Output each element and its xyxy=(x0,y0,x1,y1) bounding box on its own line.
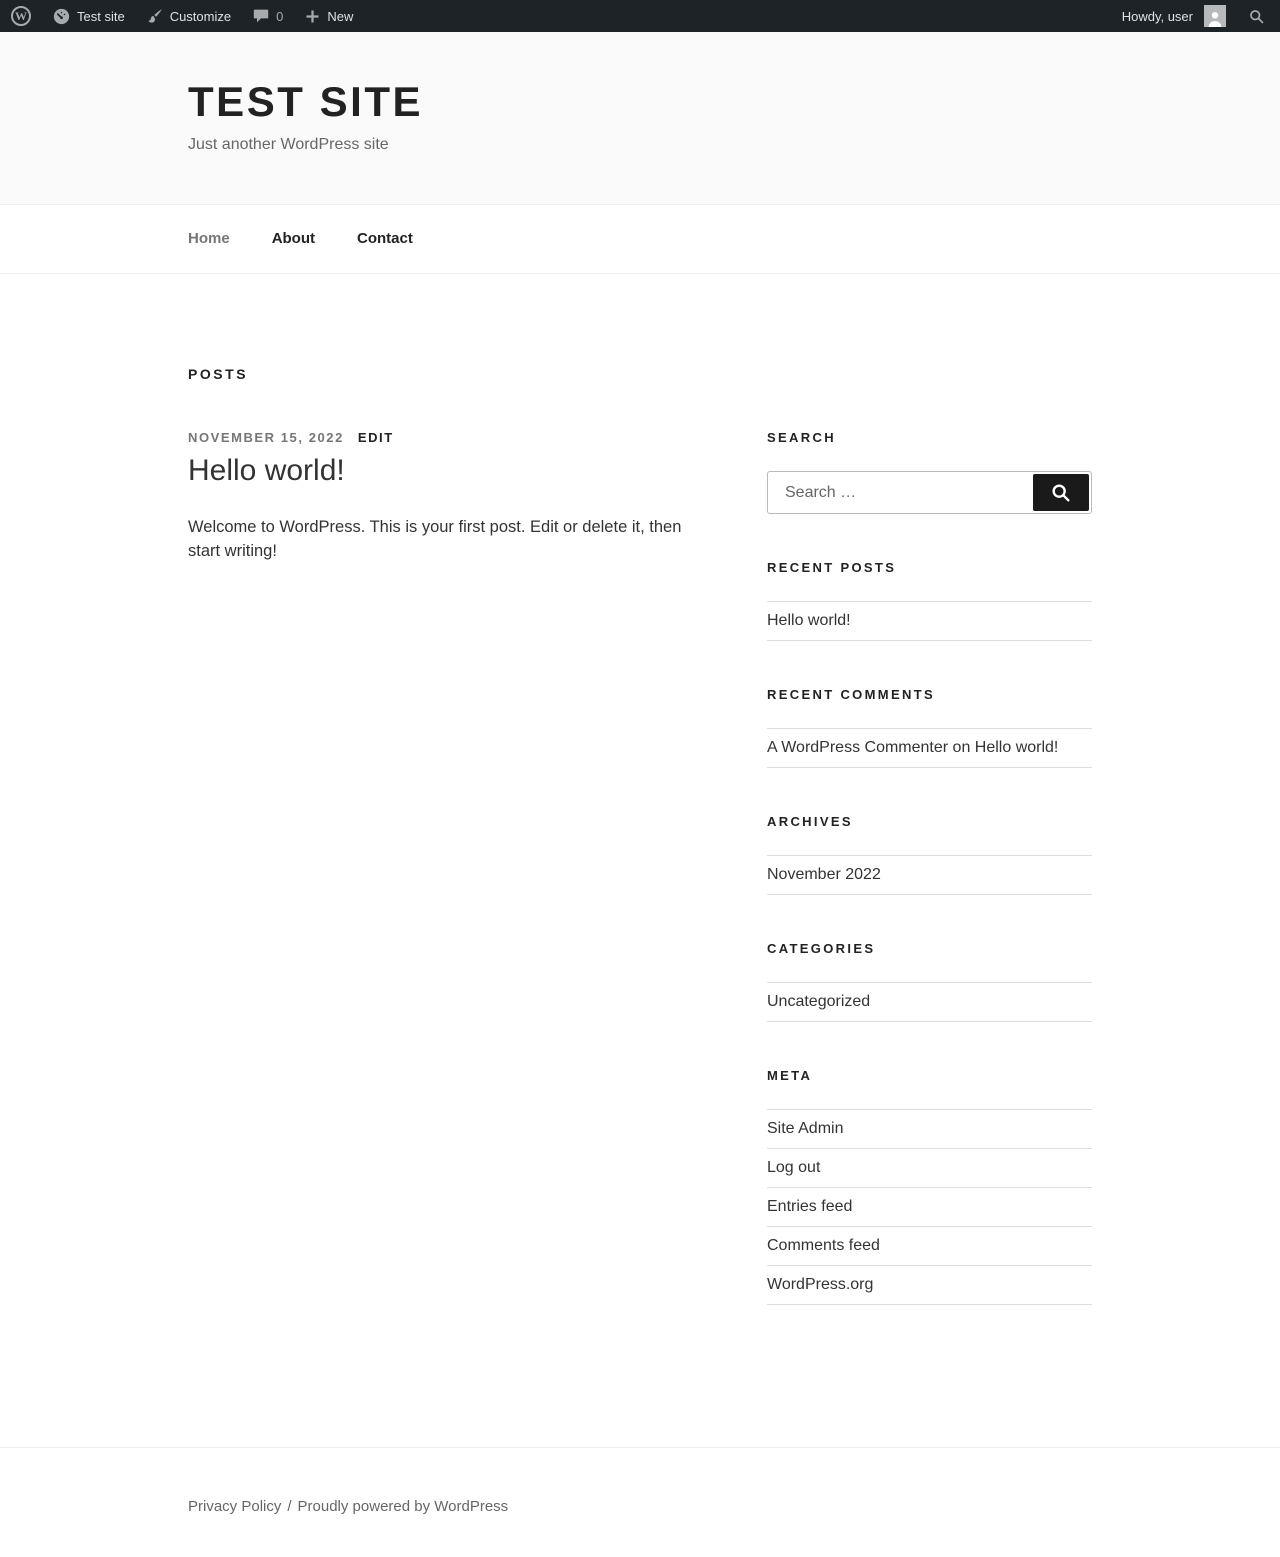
site-title[interactable]: TEST SITE xyxy=(188,78,424,125)
recent-posts-widget xyxy=(767,560,1092,641)
search-icon xyxy=(1248,8,1265,25)
archive-link[interactable]: November 2022 xyxy=(767,866,881,883)
entry-meta xyxy=(188,430,688,445)
recent-post-link[interactable]: Hello world! xyxy=(767,612,851,629)
log-out-link[interactable]: Log out xyxy=(767,1159,821,1176)
recent-post-item xyxy=(767,602,1092,641)
site-tagline: Just another WordPress site xyxy=(188,136,389,153)
post-body: Welcome to WordPress. This is your first post. Edit or delete it, then start writing! xyxy=(188,518,682,560)
admin-bar-right xyxy=(1111,0,1280,32)
wp-admin-bar xyxy=(0,0,1280,32)
search-widget xyxy=(767,430,1092,514)
site-footer xyxy=(0,1447,1280,1557)
comment-count: 0 xyxy=(276,8,284,24)
privacy-policy-link[interactable]: Privacy Policy xyxy=(188,1498,282,1515)
admin-bar-left xyxy=(0,0,364,32)
post-title-link[interactable]: Hello world! xyxy=(188,454,345,487)
page-title: POSTS xyxy=(188,366,249,382)
meta-item xyxy=(767,1149,1092,1188)
nav-link-contact[interactable]: Contact xyxy=(357,230,413,247)
site-name-menu[interactable] xyxy=(42,0,136,32)
category-link[interactable]: Uncategorized xyxy=(767,993,871,1010)
archives-title: ARCHIVES xyxy=(767,814,853,829)
new-content-button[interactable] xyxy=(294,0,364,32)
sidebar xyxy=(767,430,1092,1351)
nav-item-contact xyxy=(357,230,413,248)
site-admin-link[interactable]: Site Admin xyxy=(767,1120,844,1137)
wordpress-logo-icon: W xyxy=(11,6,31,26)
comments-feed-link[interactable]: Comments feed xyxy=(767,1237,880,1254)
comments-button[interactable] xyxy=(242,0,294,32)
powered-by-link[interactable]: Proudly powered by WordPress xyxy=(297,1498,509,1515)
search-submit-button[interactable] xyxy=(1033,474,1089,511)
customize-label: Customize xyxy=(169,8,232,24)
site-content xyxy=(0,274,1280,1351)
new-label: New xyxy=(327,8,354,24)
search-magnifier-icon xyxy=(1050,482,1072,504)
meta-item xyxy=(767,1266,1092,1305)
meta-item xyxy=(767,1227,1092,1266)
dashboard-gauge-icon xyxy=(53,8,70,25)
post-date[interactable]: NOVEMBER 15, 2022 xyxy=(188,430,344,445)
search-form xyxy=(767,471,1092,514)
meta-widget xyxy=(767,1068,1092,1305)
recent-posts-title: RECENT POSTS xyxy=(767,560,897,575)
categories-title: CATEGORIES xyxy=(767,941,876,956)
site-header xyxy=(0,32,1280,205)
archive-item xyxy=(767,856,1092,895)
entries-feed-link[interactable]: Entries feed xyxy=(767,1198,853,1215)
nav-item-home xyxy=(188,230,230,248)
commented-post-link[interactable]: Hello world! xyxy=(974,739,1059,756)
plus-icon xyxy=(305,9,320,24)
customize-button[interactable] xyxy=(136,0,242,32)
my-account-menu[interactable] xyxy=(1111,0,1237,32)
footer-separator: / xyxy=(287,1498,292,1515)
howdy-label: Howdy, user xyxy=(1121,8,1193,24)
user-avatar xyxy=(1204,5,1226,27)
recent-comments-title: RECENT COMMENTS xyxy=(767,687,935,702)
meta-item xyxy=(767,1188,1092,1227)
category-item xyxy=(767,983,1092,1022)
comment-bubble-icon xyxy=(253,8,269,24)
search-widget-title: SEARCH xyxy=(767,430,836,445)
edit-post-link[interactable]: EDIT xyxy=(357,430,394,445)
paintbrush-icon xyxy=(147,8,163,24)
comment-author-link[interactable]: A WordPress Commenter xyxy=(767,739,949,756)
archives-widget xyxy=(767,814,1092,895)
comment-connector: on xyxy=(948,739,975,756)
admin-search-button[interactable] xyxy=(1237,0,1276,32)
wordpress-org-link[interactable]: WordPress.org xyxy=(767,1276,874,1293)
recent-comments-widget xyxy=(767,687,1092,768)
post-title xyxy=(188,454,688,488)
search-input[interactable] xyxy=(770,474,1033,511)
site-name-label: Test site xyxy=(77,8,125,24)
categories-widget xyxy=(767,941,1092,1022)
nav-link-home[interactable]: Home xyxy=(188,230,230,247)
post-article xyxy=(188,430,688,564)
meta-title: META xyxy=(767,1068,813,1083)
nav-item-about xyxy=(272,230,315,248)
main-navigation xyxy=(0,205,1280,274)
wp-logo-button[interactable] xyxy=(0,0,42,32)
nav-link-about[interactable]: About xyxy=(271,230,316,247)
meta-item xyxy=(767,1110,1092,1149)
recent-comment-item xyxy=(767,729,1092,768)
